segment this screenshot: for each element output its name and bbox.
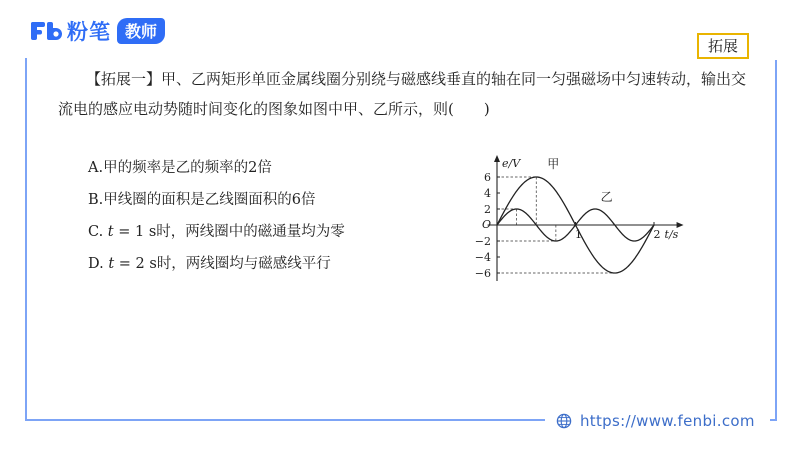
- option-text: 时，两线圈中的磁通量均为零: [156, 224, 345, 240]
- series-yi-label: 乙: [600, 190, 613, 204]
- option-middle: = 1 s: [113, 224, 157, 240]
- y-tick-label: 6: [484, 171, 491, 184]
- option-b[interactable]: [88, 184, 345, 216]
- option-a[interactable]: [88, 152, 345, 184]
- y-tick-label: 2: [484, 203, 491, 216]
- option-var: t: [107, 224, 114, 240]
- emf-graph: [460, 146, 700, 286]
- question-body: 【拓展一】甲、乙两矩形单匝金属线圈分别绕与磁感线垂直的轴在同一匀强磁场中匀速转动，输出交流电的感应电动势随时间变化的图象如图中甲、乙所示，则( ): [58, 70, 747, 118]
- fenbi-logo-icon: [30, 20, 64, 42]
- x-axis-label: t/s: [664, 228, 679, 241]
- option-text: 时，两线圈均与磁感线平行: [156, 256, 331, 272]
- y-tick-label: −6: [474, 267, 491, 280]
- x-tick-label: 2: [653, 228, 661, 241]
- question-text: [58, 64, 748, 124]
- y-tick-label: 4: [484, 187, 491, 200]
- x-tick-label: 1: [575, 228, 582, 241]
- option-prefix: A.: [88, 160, 104, 176]
- option-middle: = 2 s: [114, 256, 157, 272]
- frame-bottom-border: [25, 419, 545, 421]
- y-axis-arrow: [494, 155, 500, 162]
- globe-icon: [556, 413, 572, 429]
- option-prefix: D.: [88, 256, 104, 272]
- option-text: 甲线圈的面积是乙线圈面积的6倍: [103, 192, 316, 208]
- brand-pill: 教师: [117, 18, 165, 44]
- origin-label: O: [481, 218, 491, 231]
- brand-logo: [30, 16, 165, 46]
- frame-left-border: [25, 58, 27, 420]
- frame-right-border: [775, 60, 777, 420]
- url-text: https://www.fenbi.com: [580, 412, 755, 430]
- y-tick-label: −2: [474, 235, 491, 248]
- y-tick-label: −4: [474, 251, 491, 264]
- footer-url[interactable]: [556, 409, 755, 433]
- option-c[interactable]: [88, 216, 345, 248]
- series-jia-label: 甲: [547, 157, 560, 172]
- option-var: t: [108, 256, 115, 272]
- option-prefix: C.: [88, 224, 104, 240]
- frame-right-bottom-border: [770, 419, 777, 421]
- option-prefix: B.: [88, 192, 104, 208]
- options-list: [88, 152, 345, 280]
- y-axis-label: e/V: [502, 157, 521, 170]
- option-text: 甲的频率是乙的频率的2倍: [103, 160, 272, 176]
- option-d[interactable]: [88, 248, 345, 280]
- brand-name: 粉笔: [67, 20, 111, 44]
- extension-tag: 拓展: [697, 33, 749, 59]
